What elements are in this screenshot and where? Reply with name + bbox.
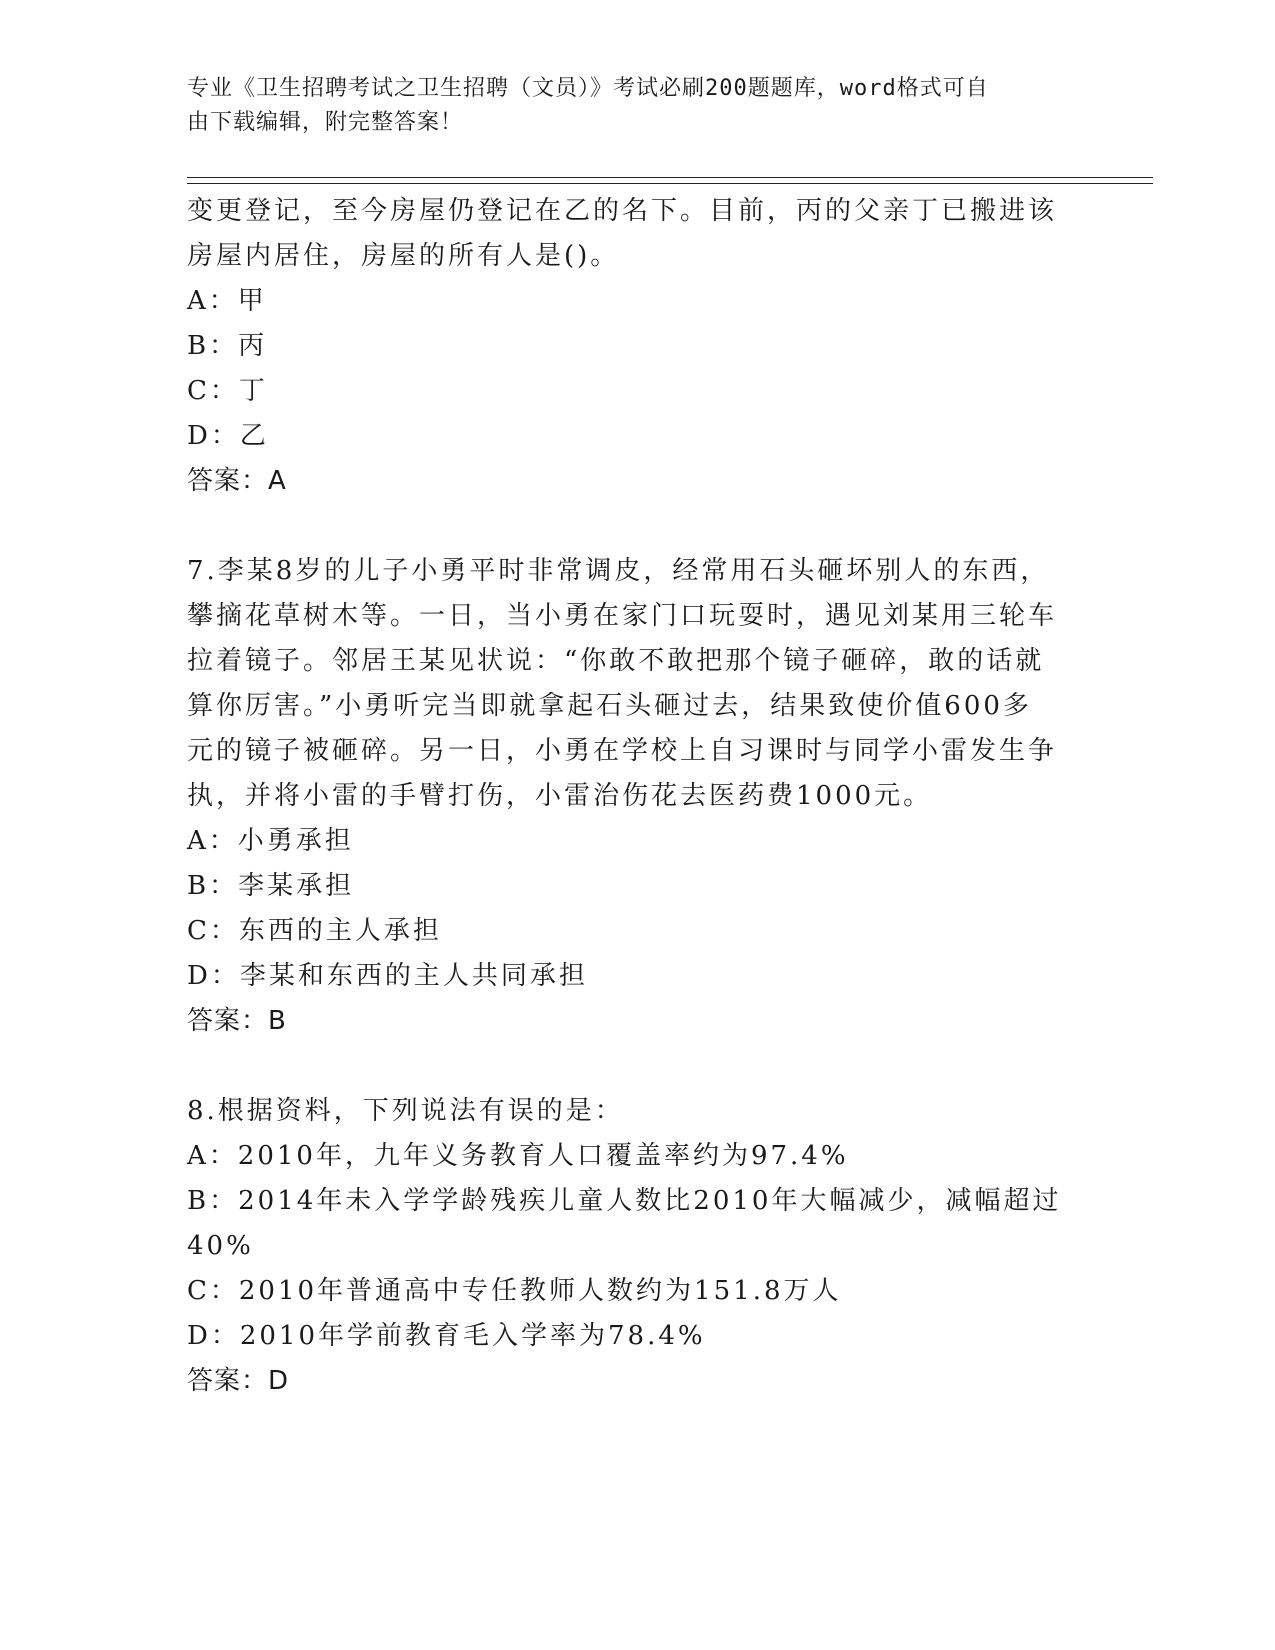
option-c: C：2010年普通高中专任教师人数约为151.8万人	[187, 1276, 842, 1306]
question-text-line: 7.李某8岁的儿子小勇平时非常调皮，经常用石头砸坏别人的东西，	[187, 556, 1050, 586]
option-b: B：2014年未入学学龄残疾儿童人数比2010年大幅减少，减幅超过	[187, 1186, 1062, 1216]
question-text-line: 变更登记，至今房屋仍登记在乙的名下。目前，丙的父亲丁已搬进该	[187, 196, 1058, 226]
question-text-line: 算你厉害。”小勇听完当即就拿起石头砸过去，结果致使价值600多	[187, 691, 1032, 721]
header-divider-bottom	[187, 183, 1153, 184]
section-gap	[187, 1044, 1067, 1089]
header-divider-top	[187, 177, 1153, 178]
header-line-1: 专业《卫生招聘考试之卫生招聘（文员）》考试必刷200题题库，word格式可自	[187, 76, 989, 101]
option-b: B：李某承担	[187, 871, 355, 901]
option-c: C：东西的主人承担	[187, 916, 442, 946]
answer-line: 答案：B	[187, 1006, 287, 1036]
option-a: A：甲	[187, 286, 267, 316]
option-c: C：丁	[187, 376, 268, 406]
option-d: D：李某和东西的主人共同承担	[187, 961, 588, 991]
question-text-line: 元的镜子被砸碎。另一日，小勇在学校上自习课时与同学小雷发生争	[187, 736, 1058, 766]
question-text-line: 执，并将小雷的手臂打伤，小雷治伤花去医药费1000元。	[187, 781, 933, 811]
question-7	[187, 549, 1067, 1044]
option-b-continued: 40%	[187, 1231, 254, 1261]
option-d: D：2010年学前教育毛入学率为78.4%	[187, 1321, 706, 1351]
answer-line: 答案：D	[187, 1366, 290, 1396]
question-text-line: 攀摘花草树木等。一日，当小勇在家门口玩耍时，遇见刘某用三轮车	[187, 601, 1058, 631]
section-gap	[187, 504, 1067, 549]
option-b: B：丙	[187, 331, 268, 361]
question-text-line: 拉着镜子。邻居王某见状说：“你敢不敢把那个镜子砸碎，敢的话就	[187, 646, 1045, 676]
option-d: D：乙	[187, 421, 269, 451]
document-header	[187, 72, 1067, 140]
question-6	[187, 189, 1067, 504]
header-line-2: 由下载编辑，附完整答案！	[187, 110, 464, 135]
question-8	[187, 1089, 1067, 1404]
option-a: A：2010年，九年义务教育人口覆盖率约为97.4%	[187, 1141, 849, 1171]
option-a: A：小勇承担	[187, 826, 354, 856]
document-body	[187, 189, 1067, 1404]
answer-line: 答案：A	[187, 466, 287, 496]
question-text-line: 8.根据资料，下列说法有误的是：	[187, 1096, 624, 1126]
question-text-line: 房屋内居住，房屋的所有人是()。	[187, 241, 620, 271]
